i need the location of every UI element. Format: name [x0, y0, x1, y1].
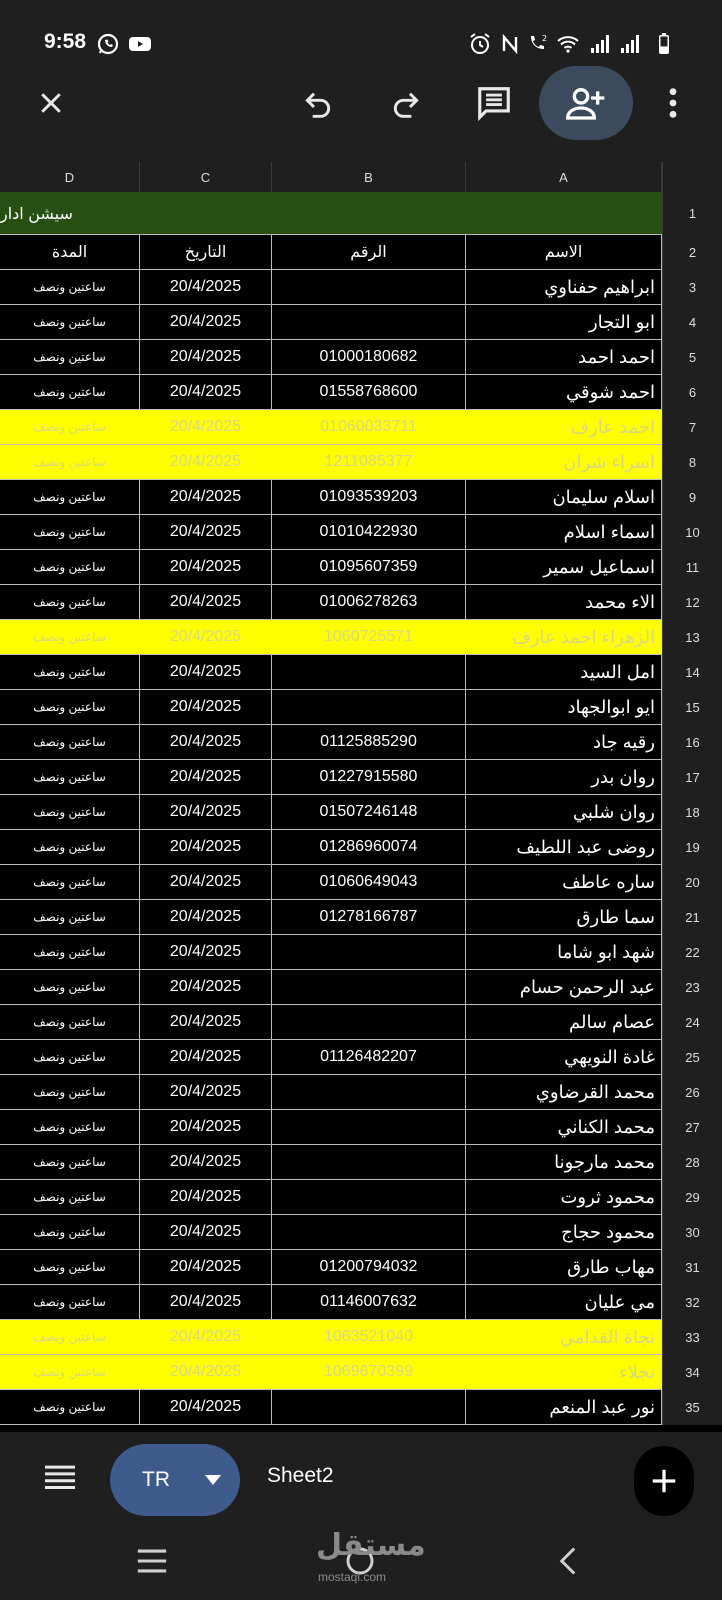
date-cell[interactable]: 20/4/2025 [140, 1040, 272, 1074]
undo-button[interactable] [288, 62, 348, 144]
duration-cell[interactable]: ساعتين ونصف [0, 1005, 140, 1039]
duration-cell[interactable]: ساعتين ونصف [0, 1320, 140, 1354]
phone-cell[interactable]: 1211085377 [272, 445, 466, 479]
column-header-c[interactable]: C [140, 162, 272, 192]
date-cell[interactable]: 20/4/2025 [140, 550, 272, 584]
redo-icon [390, 87, 422, 119]
date-cell[interactable]: 20/4/2025 [140, 865, 272, 899]
phone-cell[interactable]: 01146007632 [272, 1285, 466, 1319]
column-header-a[interactable]: A [466, 162, 662, 192]
table-row[interactable] [0, 270, 662, 305]
duration-cell[interactable]: ساعتين ونصف [0, 1145, 140, 1179]
phone-cell[interactable] [272, 1110, 466, 1144]
name-cell[interactable]: محمد مارجونا [466, 1145, 662, 1179]
date-cell[interactable]: 20/4/2025 [140, 340, 272, 374]
duration-cell[interactable]: ساعتين ونصف [0, 1075, 140, 1109]
name-cell[interactable]: اسلام سليمان [466, 480, 662, 514]
phone-cell[interactable] [272, 1075, 466, 1109]
chevron-down-icon[interactable] [204, 1474, 222, 1486]
table-row[interactable] [0, 935, 662, 970]
table-row[interactable] [0, 760, 662, 795]
phone-cell[interactable]: 01060033711 [272, 410, 466, 444]
name-cell[interactable]: عصام سالم [466, 1005, 662, 1039]
phone-cell[interactable]: 1069670399 [272, 1355, 466, 1389]
phone-cell[interactable] [272, 935, 466, 969]
name-cell[interactable]: نجلاء [466, 1355, 662, 1389]
table-row[interactable] [0, 1180, 662, 1215]
date-cell[interactable]: 20/4/2025 [140, 1390, 272, 1424]
sheet-tabs-bar [0, 1432, 722, 1522]
duration-cell[interactable]: ساعتين ونصف [0, 1355, 140, 1389]
more-options-button[interactable] [648, 62, 698, 144]
signal-icon-2 [618, 32, 642, 56]
date-cell[interactable]: 20/4/2025 [140, 1075, 272, 1109]
duration-cell[interactable]: ساعتين ونصف [0, 795, 140, 829]
row-number[interactable]: 30 [662, 1215, 722, 1250]
table-row[interactable] [0, 515, 662, 550]
date-cell[interactable]: 20/4/2025 [140, 725, 272, 759]
all-sheets-button[interactable] [30, 1440, 90, 1516]
name-cell[interactable]: عبد الرحمن حسام [466, 970, 662, 1004]
phone-cell[interactable]: 01558768600 [272, 375, 466, 409]
phone-cell[interactable]: 01000180682 [272, 340, 466, 374]
phone-cell[interactable] [272, 305, 466, 339]
duration-cell[interactable]: ساعتين ونصف [0, 515, 140, 549]
row-number[interactable]: 34 [662, 1355, 722, 1390]
phone-cell[interactable] [272, 690, 466, 724]
title-text: سيشن ادار [0, 206, 73, 223]
date-cell[interactable]: 20/4/2025 [140, 480, 272, 514]
name-cell[interactable]: احمد عارف [466, 410, 662, 444]
phone-cell[interactable]: 01006278263 [272, 585, 466, 619]
name-cell[interactable]: الزهراء احمد عارف [466, 620, 662, 654]
header-duration[interactable]: المدة [0, 235, 140, 269]
spreadsheet-grid[interactable] [0, 162, 722, 1432]
date-cell[interactable]: 20/4/2025 [140, 970, 272, 1004]
table-row[interactable] [0, 900, 662, 935]
name-cell[interactable]: نجاة القدامي [466, 1320, 662, 1354]
row-number[interactable]: 8 [662, 445, 722, 480]
table-row[interactable] [0, 585, 662, 620]
phone-cell[interactable]: 01126482207 [272, 1040, 466, 1074]
comment-button[interactable] [464, 62, 524, 144]
row-number[interactable]: 19 [662, 830, 722, 865]
header-date[interactable]: التاريخ [140, 235, 272, 269]
date-cell[interactable]: 20/4/2025 [140, 585, 272, 619]
table-row[interactable] [0, 1250, 662, 1285]
name-cell[interactable]: ابو التجار [466, 305, 662, 339]
tab-tr-label: TR [142, 1468, 170, 1491]
header-phone[interactable]: الرقم [272, 235, 466, 269]
duration-cell[interactable]: ساعتين ونصف [0, 1180, 140, 1214]
close-icon [36, 88, 66, 118]
duration-cell[interactable]: ساعتين ونصف [0, 1215, 140, 1249]
duration-cell[interactable]: ساعتين ونصف [0, 1110, 140, 1144]
phone-cell[interactable] [272, 970, 466, 1004]
row-number[interactable]: 26 [662, 1075, 722, 1110]
date-cell[interactable]: 20/4/2025 [140, 375, 272, 409]
name-cell[interactable]: محمد القرضاوي [466, 1075, 662, 1109]
duration-cell[interactable]: ساعتين ونصف [0, 1285, 140, 1319]
duration-cell[interactable]: ساعتين ونصف [0, 935, 140, 969]
row-number[interactable]: 28 [662, 1145, 722, 1180]
duration-cell[interactable]: ساعتين ونصف [0, 1040, 140, 1074]
row-number[interactable]: 12 [662, 585, 722, 620]
phone-cell[interactable]: 01010422930 [272, 515, 466, 549]
status-bar [0, 0, 722, 80]
table-row[interactable] [0, 620, 662, 655]
duration-cell[interactable]: ساعتين ونصف [0, 620, 140, 654]
row-number[interactable]: 31 [662, 1250, 722, 1285]
row-number[interactable]: 22 [662, 935, 722, 970]
name-cell[interactable]: اسماعيل سمير [466, 550, 662, 584]
table-row[interactable] [0, 1110, 662, 1145]
name-cell[interactable]: روضى عبد اللطيف [466, 830, 662, 864]
whatsapp-icon [96, 32, 120, 56]
column-header-d[interactable]: D [0, 162, 140, 192]
date-cell[interactable]: 20/4/2025 [140, 515, 272, 549]
undo-icon [302, 87, 334, 119]
table-row[interactable] [0, 1215, 662, 1250]
table-row[interactable] [0, 795, 662, 830]
date-cell[interactable]: 20/4/2025 [140, 1215, 272, 1249]
phone-cell[interactable] [272, 1005, 466, 1039]
tab-sheet2[interactable]: Sheet2 [267, 1464, 334, 1487]
name-cell[interactable]: رقيه جاد [466, 725, 662, 759]
phone-cell[interactable]: 01227915580 [272, 760, 466, 794]
plus-icon [649, 1466, 679, 1496]
close-button[interactable] [21, 62, 81, 144]
duration-cell[interactable]: ساعتين ونصف [0, 970, 140, 1004]
duration-cell[interactable]: ساعتين ونصف [0, 655, 140, 689]
row-number[interactable]: 23 [662, 970, 722, 1005]
table-row[interactable] [0, 445, 662, 480]
row-number[interactable]: 33 [662, 1320, 722, 1355]
share-button[interactable] [539, 66, 633, 140]
date-cell[interactable]: 20/4/2025 [140, 690, 272, 724]
phone-cell[interactable] [272, 1215, 466, 1249]
name-cell[interactable]: مي عليان [466, 1285, 662, 1319]
date-cell[interactable]: 20/4/2025 [140, 935, 272, 969]
svg-text:2: 2 [542, 34, 548, 43]
date-cell[interactable]: 20/4/2025 [140, 760, 272, 794]
recents-icon [135, 1548, 169, 1574]
phone-cell[interactable]: 01060649043 [272, 865, 466, 899]
date-cell[interactable]: 20/4/2025 [140, 1250, 272, 1284]
row-number[interactable]: 15 [662, 690, 722, 725]
table-row[interactable] [0, 1005, 662, 1040]
phone-cell[interactable] [272, 1180, 466, 1214]
duration-cell[interactable]: ساعتين ونصف [0, 445, 140, 479]
table-row[interactable] [0, 655, 662, 690]
phone-cell[interactable] [272, 270, 466, 304]
wifi-call-icon [526, 32, 550, 56]
date-cell[interactable]: 20/4/2025 [140, 270, 272, 304]
date-cell[interactable]: 20/4/2025 [140, 1145, 272, 1179]
status-time: 9:58 [44, 30, 87, 53]
table-row[interactable] [0, 305, 662, 340]
phone-cell[interactable]: 01093539203 [272, 480, 466, 514]
youtube-icon [128, 32, 152, 56]
phone-cell[interactable]: 01286960074 [272, 830, 466, 864]
row-number[interactable]: 5 [662, 340, 722, 375]
phone-cell[interactable]: 01507246148 [272, 795, 466, 829]
table-row[interactable] [0, 550, 662, 585]
row-number[interactable]: 21 [662, 900, 722, 935]
name-cell[interactable]: سما طارق [466, 900, 662, 934]
row-number[interactable]: 18 [662, 795, 722, 830]
row-number[interactable]: 6 [662, 375, 722, 410]
row-number[interactable]: 1 [662, 192, 722, 235]
nfc-icon [498, 32, 522, 56]
phone-cell[interactable]: 01200794032 [272, 1250, 466, 1284]
date-cell[interactable]: 20/4/2025 [140, 305, 272, 339]
table-row[interactable] [0, 375, 662, 410]
duration-cell[interactable]: ساعتين ونصف [0, 305, 140, 339]
name-cell[interactable]: الاء محمد [466, 585, 662, 619]
add-person-icon [566, 83, 606, 123]
table-row[interactable] [0, 830, 662, 865]
name-cell[interactable]: روان شلبي [466, 795, 662, 829]
date-cell[interactable]: 20/4/2025 [140, 1005, 272, 1039]
name-cell[interactable]: نور عبد المنعم [466, 1390, 662, 1424]
more-vert-icon [668, 86, 678, 120]
table-row[interactable] [0, 1285, 662, 1320]
duration-cell[interactable]: ساعتين ونصف [0, 1250, 140, 1284]
row-number[interactable]: 14 [662, 655, 722, 690]
phone-cell[interactable]: 01278166787 [272, 900, 466, 934]
wifi-icon [556, 32, 580, 56]
table-row[interactable] [0, 1390, 662, 1425]
name-cell[interactable]: ايو ابوالجهاد [466, 690, 662, 724]
duration-cell[interactable]: ساعتين ونصف [0, 900, 140, 934]
date-cell[interactable]: 20/4/2025 [140, 410, 272, 444]
table-row[interactable] [0, 1320, 662, 1355]
duration-cell[interactable]: ساعتين ونصف [0, 340, 140, 374]
row-number[interactable]: 11 [662, 550, 722, 585]
signal-icon-1 [588, 32, 612, 56]
phone-cell[interactable]: 1063521040 [272, 1320, 466, 1354]
name-cell[interactable]: محمد الكناني [466, 1110, 662, 1144]
date-cell[interactable]: 20/4/2025 [140, 1355, 272, 1389]
date-cell[interactable]: 20/4/2025 [140, 655, 272, 689]
date-cell[interactable]: 20/4/2025 [140, 1285, 272, 1319]
phone-cell[interactable]: 01125885290 [272, 725, 466, 759]
date-cell[interactable]: 20/4/2025 [140, 1110, 272, 1144]
row-number[interactable]: 16 [662, 725, 722, 760]
duration-cell[interactable]: ساعتين ونصف [0, 410, 140, 444]
duration-cell[interactable]: ساعتين ونصف [0, 270, 140, 304]
name-cell[interactable]: اسراء شران [466, 445, 662, 479]
name-cell[interactable]: ساره عاطف [466, 865, 662, 899]
row-number[interactable]: 35 [662, 1390, 722, 1425]
name-cell[interactable]: روان بدر [466, 760, 662, 794]
phone-cell[interactable] [272, 1390, 466, 1424]
row-number[interactable]: 2 [662, 235, 722, 270]
row-number[interactable]: 9 [662, 480, 722, 515]
table-row[interactable] [0, 970, 662, 1005]
table-row[interactable] [0, 340, 662, 375]
phone-cell[interactable]: 01095607359 [272, 550, 466, 584]
list-icon [43, 1463, 77, 1493]
phone-cell[interactable] [272, 655, 466, 689]
table-row[interactable] [0, 865, 662, 900]
phone-cell[interactable]: 1060725571 [272, 620, 466, 654]
row-number[interactable]: 3 [662, 270, 722, 305]
date-cell[interactable]: 20/4/2025 [140, 1320, 272, 1354]
alarm-icon [468, 32, 492, 56]
column-header-b[interactable]: B [272, 162, 466, 192]
table-row[interactable] [0, 1355, 662, 1390]
name-cell[interactable]: احمد احمد [466, 340, 662, 374]
duration-cell[interactable]: ساعتين ونصف [0, 760, 140, 794]
name-cell[interactable]: مهاب طارق [466, 1250, 662, 1284]
name-cell[interactable]: اسماء اسلام [466, 515, 662, 549]
table-row[interactable] [0, 410, 662, 445]
row-number[interactable]: 4 [662, 305, 722, 340]
duration-cell[interactable]: ساعتين ونصف [0, 865, 140, 899]
duration-cell[interactable]: ساعتين ونصف [0, 690, 140, 724]
redo-button[interactable] [376, 62, 436, 144]
name-cell[interactable]: امل السيد [466, 655, 662, 689]
row-number[interactable]: 10 [662, 515, 722, 550]
phone-cell[interactable] [272, 1145, 466, 1179]
table-row[interactable] [0, 725, 662, 760]
recents-button[interactable] [122, 1522, 182, 1600]
back-button[interactable] [538, 1522, 598, 1600]
back-icon [555, 1546, 581, 1576]
row-number[interactable]: 25 [662, 1040, 722, 1075]
select-all-corner[interactable] [662, 162, 722, 192]
duration-cell[interactable]: ساعتين ونصف [0, 585, 140, 619]
name-cell[interactable]: محمود حجاج [466, 1215, 662, 1249]
header-name[interactable]: الاسم [466, 235, 662, 269]
date-cell[interactable]: 20/4/2025 [140, 795, 272, 829]
watermark-logo: مستقل [316, 1529, 426, 1562]
row-number[interactable]: 27 [662, 1110, 722, 1145]
tab-tr[interactable] [110, 1444, 240, 1516]
row-number[interactable]: 20 [662, 865, 722, 900]
merged-title-cell[interactable] [0, 192, 662, 235]
duration-cell[interactable]: ساعتين ونصف [0, 375, 140, 409]
date-cell[interactable]: 20/4/2025 [140, 900, 272, 934]
name-cell[interactable]: ابراهيم حفناوي [466, 270, 662, 304]
row-number[interactable]: 29 [662, 1180, 722, 1215]
date-cell[interactable]: 20/4/2025 [140, 830, 272, 864]
date-cell[interactable]: 20/4/2025 [140, 1180, 272, 1214]
comment-icon [475, 84, 513, 122]
duration-cell[interactable]: ساعتين ونصف [0, 480, 140, 514]
watermark-url: mostaql.com [318, 1570, 387, 1584]
date-cell[interactable]: 20/4/2025 [140, 445, 272, 479]
duration-cell[interactable]: ساعتين ونصف [0, 830, 140, 864]
duration-cell[interactable]: ساعتين ونصف [0, 725, 140, 759]
row-number[interactable]: 24 [662, 1005, 722, 1040]
header-row[interactable] [0, 235, 662, 270]
row-number[interactable]: 32 [662, 1285, 722, 1320]
row-number[interactable]: 17 [662, 760, 722, 795]
name-cell[interactable]: احمد شوقي [466, 375, 662, 409]
name-cell[interactable]: شهد ابو شاما [466, 935, 662, 969]
table-row[interactable] [0, 1145, 662, 1180]
name-cell[interactable]: غادة النويهي [466, 1040, 662, 1074]
date-cell[interactable]: 20/4/2025 [140, 620, 272, 654]
row-number[interactable]: 7 [662, 410, 722, 445]
battery-icon [652, 32, 676, 56]
duration-cell[interactable]: ساعتين ونصف [0, 550, 140, 584]
table-row[interactable] [0, 480, 662, 515]
name-cell[interactable]: محمود ثروت [466, 1180, 662, 1214]
row-number[interactable]: 13 [662, 620, 722, 655]
duration-cell[interactable]: ساعتين ونصف [0, 1390, 140, 1424]
table-row[interactable] [0, 1040, 662, 1075]
table-row[interactable] [0, 690, 662, 725]
add-sheet-button[interactable] [634, 1446, 694, 1516]
table-row[interactable] [0, 1075, 662, 1110]
